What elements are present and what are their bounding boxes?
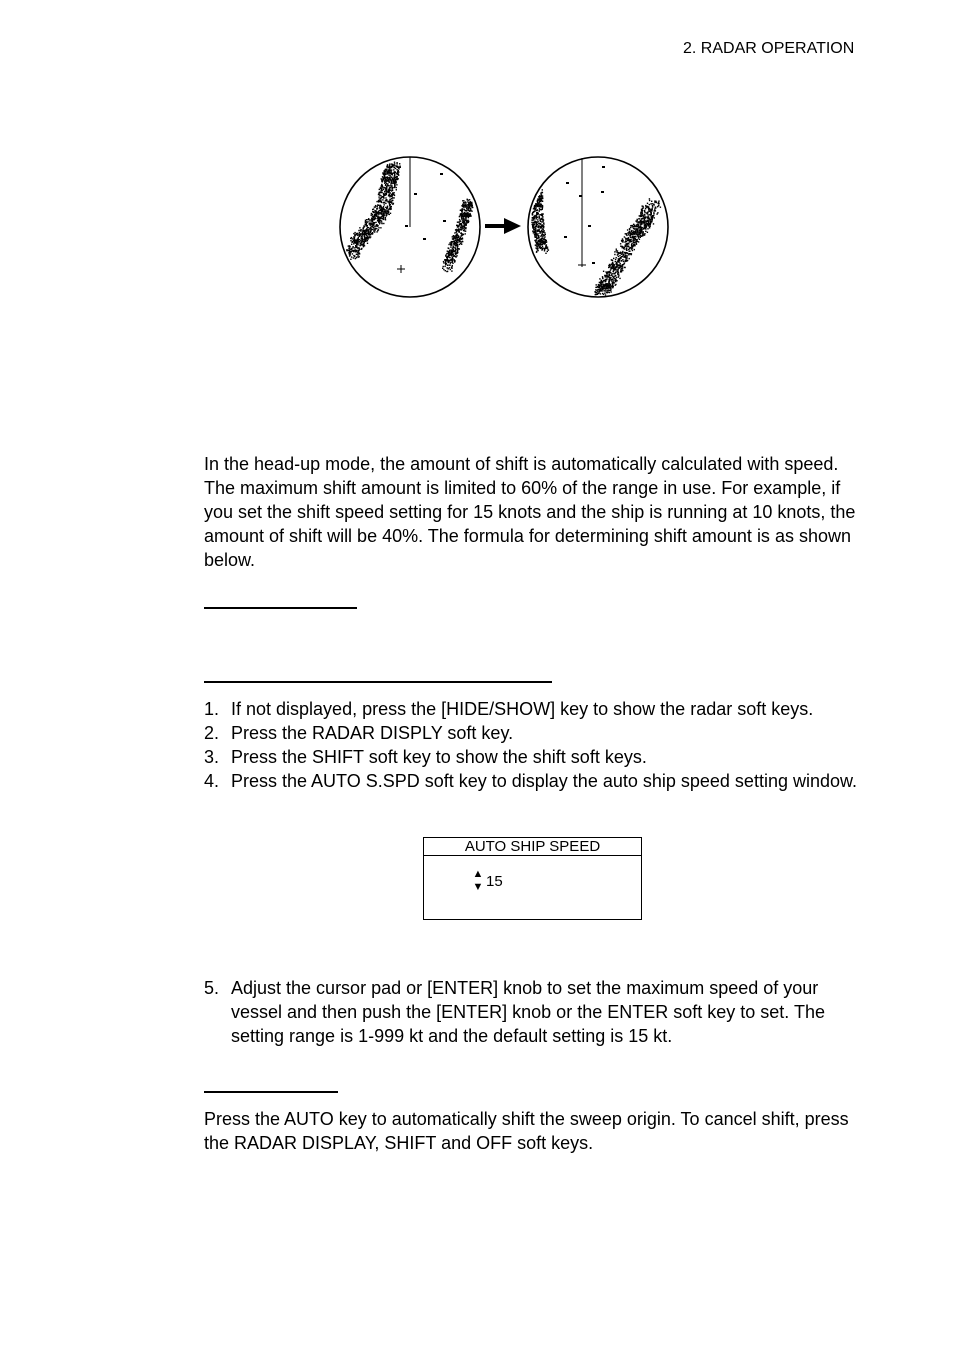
dialog-title: AUTO SHIP SPEED <box>424 838 641 856</box>
step-item: 1. If not displayed, press the [HIDE/SHOW] key to show the radar soft keys. <box>204 699 814 719</box>
closing-paragraph: Press the AUTO key to automatically shift the sweep origin. To cancel shift, press the RADAR DISPLAY, SHIFT and OFF soft keys. <box>204 1109 849 1153</box>
procedure-steps <box>204 697 864 793</box>
down-arrow-icon[interactable]: ▼ <box>472 881 484 893</box>
shift-arrow <box>485 218 521 234</box>
heading-rule-1 <box>204 607 357 609</box>
radar-shift-illustration <box>330 150 680 305</box>
up-arrow-icon[interactable]: ▲ <box>472 868 484 880</box>
step-item: 4. Press the AUTO S.SPD soft key to display the auto ship speed setting window. <box>204 771 858 791</box>
auto-ship-speed-window <box>423 837 642 920</box>
radar-scope-after <box>528 157 668 297</box>
heading-rule-2 <box>204 681 552 683</box>
step-item: 3. Press the SHIFT soft key to show the shift soft keys. <box>204 747 647 767</box>
step-item: 5. Adjust the cursor pad or [ENTER] knob to set the maximum speed of your vessel and then push the [ENTER] knob or the ENTER soft key to set. The setting range is 1-999 kt and the default setting is 15 kt. <box>204 978 825 1046</box>
procedure-step-5 <box>204 976 864 1048</box>
radar-scope-before <box>340 157 480 297</box>
step-item: 2. Press the RADAR DISPLY soft key. <box>204 723 514 743</box>
intro-paragraph: In the head-up mode, the amount of shift is automatically calculated with speed. The maximum shift amount is limited to 60% of the range in use. For example, if you set the shift speed setting for 15 knots and the ship is running at 10 knots, the amount of shift will be 40%. The formula for determining shift amount is as shown below. <box>204 454 856 570</box>
page-header: 2. RADAR OPERATION <box>683 40 855 57</box>
speed-value: 15 <box>486 873 503 890</box>
value-spinner[interactable] <box>471 868 485 894</box>
heading-rule-3 <box>204 1091 338 1093</box>
